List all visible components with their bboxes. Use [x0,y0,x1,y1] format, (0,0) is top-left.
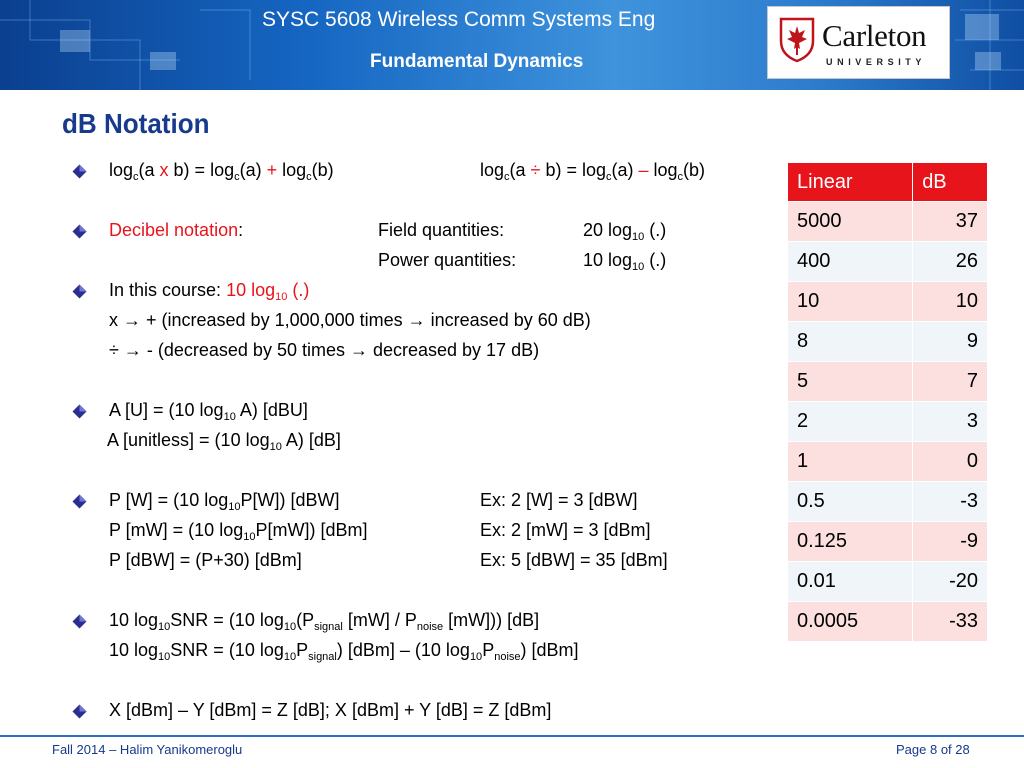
power-dbw-example: Ex: 2 [W] = 3 [dBW] [480,490,638,510]
column-header-linear: Linear [788,163,913,202]
course-convention: In this course: 10 $\log_{10}$ (.) [109,280,310,303]
au-formula: A [U] = (10 $\log_{10} A$) [dBU] [109,400,308,423]
linear-value: 0.0005 [788,602,913,642]
snr-difference-formula: 10 $\log_{10}SNR = (10$ $\log_{10}P_{signal}$) [dBm] – (10 $\log_{10}P_{noise}$) [dBm] [109,640,579,663]
linear-value: 5 [788,362,913,402]
db-value: 9 [913,322,988,362]
shield-icon [779,17,815,63]
table-row [788,202,988,242]
linear-value: 10 [788,282,913,322]
field-quantities-label: Field quantities: [378,220,505,240]
unitless-formula: A [unitless] = (10 $\log_{10} A$) [dB] [107,430,341,453]
table-row [788,402,988,442]
power-dbw-formula: P [W] = (10 $\log_{10}P[W]$) [dBW] [109,490,340,513]
table-body [788,202,988,642]
table-row [788,362,988,402]
db-value: 7 [913,362,988,402]
power-dbm-formula: P [mW] = (10 $\log_{10}P[mW]$) [dBm] [109,520,368,543]
logo-subtext: UNIVERSITY [826,57,927,67]
diamond-bullet-icon [72,224,87,239]
diamond-bullet-icon [72,704,87,719]
snr-ratio-formula: 10 $\log_{10}SNR = (10$ $\log_{10}(P_{signal}$ $[mW] / P_{noise}$ [mW])) [dB] [109,610,540,633]
power-quantities-formula: 10 $\log_{10}$ (.) [583,250,667,273]
multiply-example: x → + (increased by 1,000,000 times → increased by 60 dB) [109,310,591,330]
table-row [788,522,988,562]
db-value: 3 [913,402,988,442]
slide-title: dB Notation [62,108,210,139]
diamond-bullet-icon [72,284,87,299]
db-value: 0 [913,442,988,482]
linear-db-table [787,162,988,642]
table-row [788,242,988,282]
log-quotient-rule: $\log_c(a \div b) = \log_c(a) - \log_c(b)$ [480,160,706,183]
power-dbm-example: Ex: 2 [mW] = 3 [dBm] [480,520,651,540]
dbm-arithmetic-rules: X [dBm] – Y [dBm] = Z [dB]; X [dBm] + Y [dB] = Z [dBm] [109,700,552,720]
linear-value: 5000 [788,202,913,242]
table-row [788,322,988,362]
decibel-notation-label: Decibel notation: [109,220,244,240]
linear-value: 1 [788,442,913,482]
linear-value: 2 [788,402,913,442]
power-quantities-label: Power quantities: [378,250,517,270]
linear-value: 400 [788,242,913,282]
page-number: Page 8 of 28 [896,742,970,757]
db-value: 10 [913,282,988,322]
linear-value: 0.125 [788,522,913,562]
db-value: -20 [913,562,988,602]
db-value: -9 [913,522,988,562]
diamond-bullet-icon [72,404,87,419]
footer-divider [0,735,1024,737]
db-value: -3 [913,482,988,522]
header-banner [0,0,1024,90]
carleton-logo [767,6,950,79]
table-row [788,282,988,322]
course-title: SYSC 5608 Wireless Comm Systems Eng [262,8,656,31]
table-row [788,442,988,482]
diamond-bullet-icon [72,164,87,179]
db-value: 26 [913,242,988,282]
linear-value: 0.01 [788,562,913,602]
table-header-row [788,163,988,202]
dbw-to-dbm-example: Ex: 5 [dBW] = 35 [dBm] [480,550,668,570]
table-row [788,482,988,522]
footer-author: Fall 2014 – Halim Yanikomeroglu [52,742,243,757]
log-product-rule: $\log_c(a$ x $b) = \log_c(a) + \log_c(b)$ [109,160,334,183]
db-value: -33 [913,602,988,642]
linear-value: 8 [788,322,913,362]
linear-value: 0.5 [788,482,913,522]
db-value: 37 [913,202,988,242]
logo-wordmark: Carleton [822,18,927,53]
table-row [788,602,988,642]
table-row [788,562,988,602]
divide-example: ÷ → - (decreased by 50 times → decreased by 17 dB) [109,340,540,360]
field-quantities-formula: 20 $\log_{10}$ (.) [583,220,667,243]
column-header-db: dB [913,163,988,202]
dbw-to-dbm-formula: P [dBW] = (P+30) [dBm] [109,550,302,570]
diamond-bullet-icon [72,494,87,509]
diamond-bullet-icon [72,614,87,629]
course-subtitle: Fundamental Dynamics [370,51,584,72]
